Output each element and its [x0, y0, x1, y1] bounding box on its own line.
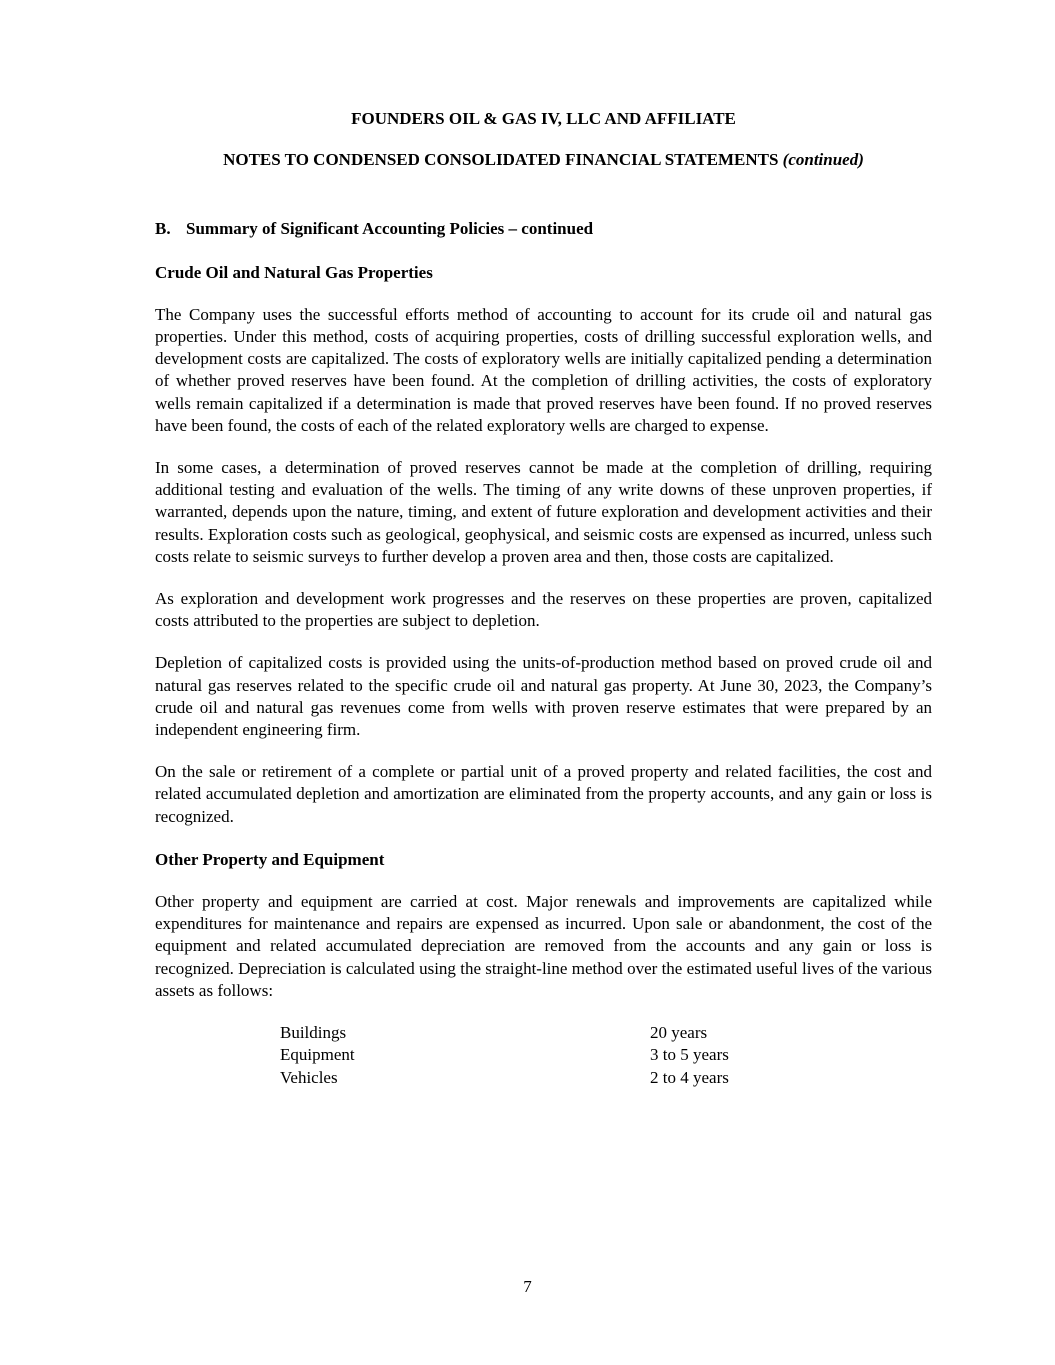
asset-useful-life: 3 to 5 years [650, 1045, 729, 1065]
document-subtitle [155, 149, 932, 171]
section-heading [155, 218, 932, 240]
asset-useful-life: 2 to 4 years [650, 1067, 729, 1087]
crude-oil-heading: Crude Oil and Natural Gas Properties [155, 262, 433, 282]
page-number: 7 [523, 1277, 532, 1296]
page-content [155, 0, 932, 1089]
asset-useful-life: 20 years [650, 1023, 708, 1043]
table-row [155, 1067, 932, 1089]
asset-name: Vehicles [280, 1067, 338, 1087]
asset-name: Equipment [280, 1045, 355, 1065]
crude-oil-paragraph-2: In some cases, a determination of proved reserves cannot be made at the completion of drilling, requiring additional testing and evaluation of the wells. The timing of any write downs of these unproven properties, if warranted, depends upon the nature, timing, and extent of future exploration and development activities and their results. Exploration costs such as geological, geophysical, and seismic costs are expensed as incurred, unless such costs relate to seismic surveys to further develop a proven area and then, those costs are capitalized. [155, 458, 932, 566]
other-property-heading: Other Property and Equipment [155, 849, 385, 869]
table-row [155, 1022, 932, 1044]
other-property-paragraph-1: Other property and equipment are carried at cost. Major renewals and improvements are capitalized while expenditures for maintenance and repairs are expensed as incurred. Upon sale or abandonment, the cost of the equipment and related accumulated depreciation are removed from the accounts and any gain or loss is recognized. Depreciation is calculated using the straight-line method over the estimated useful lives of the various assets as follows: [155, 892, 932, 1000]
crude-oil-paragraph-4: Depletion of capitalized costs is provided using the units-of-production method based on proved crude oil and natural gas reserves related to the specific crude oil and natural gas property. At June 30, 2023, the Company’s crude oil and natural gas revenues come from wells with proven reserve estimates that were prepared by an independent engineering firm. [155, 653, 932, 740]
crude-oil-paragraph-3: As exploration and development work progresses and the reserves on these properties are proven, capitalized costs attributed to the properties are subject to depletion. [155, 589, 932, 631]
subtitle-text: NOTES TO CONDENSED CONSOLIDATED FINANCIAL STATEMENTS [223, 150, 783, 170]
document-title: FOUNDERS OIL & GAS IV, LLC AND AFFILIATE [351, 109, 736, 128]
subtitle-continued-text: (continued) [782, 150, 864, 170]
section-heading-text: Summary of Significant Accounting Policies – continued [186, 219, 594, 239]
section-label: B. [155, 219, 171, 239]
crude-oil-paragraph-1: The Company uses the successful efforts method of accounting to account for its crude oil and natural gas properties. Under this method, costs of acquiring properties, costs of drilling successful exploration wells, and development costs are capitalized. The costs of exploratory wells are initially capitalized pending a determination of whether proved reserves have been found. At the completion of drilling activities, the costs of exploratory wells remain capitalized if a determination is made that proved reserves have been found. If no proved reserves have been found, the costs of each of the related exploratory wells are charged to expense. [155, 304, 932, 435]
table-row [155, 1044, 932, 1066]
crude-oil-paragraph-5: On the sale or retirement of a complete or partial unit of a proved property and related facilities, the cost and related accumulated depletion and amortization are eliminated from the property accounts, and any gain or loss is recognized. [155, 762, 932, 826]
asset-useful-life-table [155, 1022, 932, 1089]
asset-name: Buildings [280, 1023, 347, 1043]
